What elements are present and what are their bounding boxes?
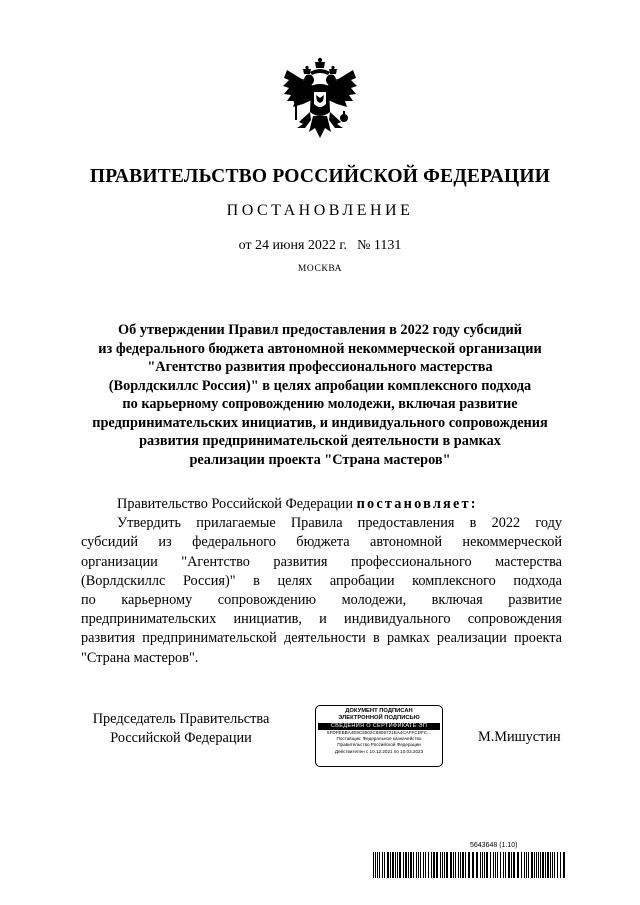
barcode-bar — [511, 852, 512, 878]
document-city: МОСКВА — [297, 264, 343, 274]
preamble — [81, 495, 562, 514]
barcode-bar — [375, 852, 376, 878]
subject-line: (Ворлдскиллс Россия)" в целях апробации комплексного подхода — [108, 377, 532, 394]
barcode-bar — [476, 852, 478, 878]
barcode-bar — [560, 852, 561, 878]
stamp-subtitle: ЭЛЕКТРОННОЙ ПОДПИСЬЮ — [338, 715, 420, 721]
barcode-bar — [500, 852, 501, 878]
barcode-bar — [420, 852, 421, 878]
barcode-bar — [508, 852, 510, 878]
barcode-bar — [442, 852, 443, 878]
position-line: Председатель Правительства — [92, 711, 270, 727]
subject-line: развития предпринимательской деятельности в рамках — [139, 433, 501, 449]
barcode — [373, 852, 565, 878]
subject-line: реализации проекта "Страна мастеров" — [189, 451, 451, 468]
paragraph-line: субсидий из федерального бюджета автономной некоммерческой — [81, 534, 562, 551]
barcode-bar — [428, 852, 429, 878]
subject-line: из федерального бюджета автономной некоммерческой организации — [98, 340, 542, 357]
barcode-bar — [534, 852, 535, 878]
barcode-bar — [433, 852, 435, 878]
barcode-bar — [397, 852, 398, 878]
paragraph-line: развития предпринимательской деятельности в рамках реализации проекта — [81, 630, 562, 647]
paragraph-line: организации "Агентство развития профессионального мастерства — [81, 553, 562, 570]
barcode-bar — [513, 852, 515, 878]
barcode-bar — [468, 852, 470, 878]
barcode-bar — [482, 852, 483, 878]
electronic-signature-stamp — [315, 705, 443, 767]
subject-line: по карьерному сопровождению молодежи, включая развитие — [122, 396, 518, 412]
barcode-bar — [495, 852, 496, 878]
subject-line: предпринимательских инициатив, и индивидуального сопровождения — [92, 414, 548, 431]
document-date: от 24 июня 2022 г. — [238, 238, 348, 253]
barcode-bar — [440, 852, 441, 878]
document-body — [81, 495, 562, 668]
subject-line: "Агентство развития профессионального мастерства — [147, 359, 493, 375]
barcode-bar — [547, 852, 549, 878]
barcode-bar — [453, 852, 454, 878]
stamp-title: ДОКУМЕНТ ПОДПИСАН — [345, 708, 413, 714]
barcode-bar — [377, 852, 378, 878]
barcode-bar — [545, 852, 546, 878]
barcode-bar — [540, 852, 541, 878]
decree-word: постановляет: — [356, 496, 478, 512]
barcode-bar — [408, 852, 409, 878]
stamp-issuer: Поставщик: Федеральное казначейство — [336, 736, 422, 742]
barcode-bar — [405, 852, 407, 878]
barcode-bar — [554, 852, 555, 878]
document-number: № 1131 — [357, 238, 402, 253]
barcode-bar — [497, 852, 498, 878]
barcode-bar — [550, 852, 551, 878]
barcode-bar — [521, 852, 522, 878]
barcode-bar — [531, 852, 533, 878]
barcode-bar — [423, 852, 424, 878]
barcode-bar — [484, 852, 485, 878]
barcode-bar — [436, 852, 438, 878]
decree-paragraph — [81, 514, 562, 668]
barcode-bar — [444, 852, 445, 878]
barcode-bar — [557, 852, 558, 878]
barcode-bar — [472, 852, 474, 878]
barcode-bar — [503, 852, 504, 878]
barcode-bar — [493, 852, 494, 878]
barcode-bar — [399, 852, 401, 878]
barcode-bar — [431, 852, 432, 878]
barcode-bar — [462, 852, 464, 878]
position-line: Российской Федерации — [110, 730, 252, 746]
barcode-bar — [413, 852, 414, 878]
barcode-bar — [563, 852, 565, 878]
barcode-bar — [538, 852, 539, 878]
coat-of-arms-emblem — [281, 56, 359, 152]
document-code: 5643648 (1.10) — [470, 842, 518, 849]
barcode-bar — [395, 852, 396, 878]
barcode-bar — [552, 852, 553, 878]
signatory-name: М.Мишустин — [478, 729, 561, 745]
paragraph-line: (Ворлдскиллс Россия)" в целях апробации комплексного подхода — [81, 572, 562, 589]
barcode-bar — [382, 852, 383, 878]
barcode-bar — [455, 852, 456, 878]
document-type: ПОСТАНОВЛЕНИЕ — [226, 202, 414, 219]
paragraph-line: по карьерному сопровождению молодежи, включая развитие — [81, 592, 562, 609]
paragraph-line: Утвердить прилагаемые Правила предоставления в 2022 году — [117, 515, 562, 532]
barcode-bar — [387, 852, 389, 878]
barcode-bar — [373, 852, 374, 878]
stamp-owner: Правительство Российской Федерации — [337, 742, 421, 748]
barcode-bar — [526, 852, 527, 878]
stamp-validity: Действителен с 10.12.2021 по 10.03.2023 — [334, 748, 424, 754]
barcode-bar — [528, 852, 529, 878]
barcode-bar — [418, 852, 419, 878]
barcode-bar — [524, 852, 525, 878]
barcode-bar — [517, 852, 519, 878]
barcode-bar — [379, 852, 380, 878]
barcode-bar — [460, 852, 461, 878]
document-date-number — [0, 238, 640, 254]
barcode-bar — [425, 852, 426, 878]
document-subject — [60, 321, 580, 469]
barcode-bar — [450, 852, 452, 878]
preamble-text: Правительство Российской Федерации — [117, 496, 357, 512]
barcode-bar — [486, 852, 488, 878]
barcode-bar — [416, 852, 417, 878]
barcode-bar — [410, 852, 412, 878]
barcode-bar — [392, 852, 394, 878]
barcode-bar — [465, 852, 466, 878]
barcode-bar — [542, 852, 544, 878]
barcode-bar — [490, 852, 491, 878]
barcode-bar — [480, 852, 481, 878]
barcode-bar — [536, 852, 537, 878]
subject-line: Об утверждении Правил предоставления в 2022 году субсидий — [118, 322, 522, 338]
stamp-serial: 5FDFEBBA4E9C5502C6806721EA4CAFFCDFC... — [327, 730, 431, 735]
paragraph-line: "Страна мастеров". — [81, 649, 199, 666]
government-title: ПРАВИТЕЛЬСТВО РОССИЙСКОЙ ФЕДЕРАЦИИ — [89, 166, 551, 187]
paragraph-line: предпринимательских инициатив, и индивидуального сопровождения — [81, 611, 562, 628]
signatory-position — [81, 710, 281, 748]
barcode-bar — [384, 852, 385, 878]
barcode-bar — [403, 852, 404, 878]
barcode-bar — [446, 852, 448, 878]
stamp-band: СВЕДЕНИЯ О СЕРТИФИКАТЕ ЭП — [318, 723, 440, 730]
barcode-bar — [458, 852, 459, 878]
barcode-bar — [390, 852, 391, 878]
barcode-bar — [505, 852, 506, 878]
